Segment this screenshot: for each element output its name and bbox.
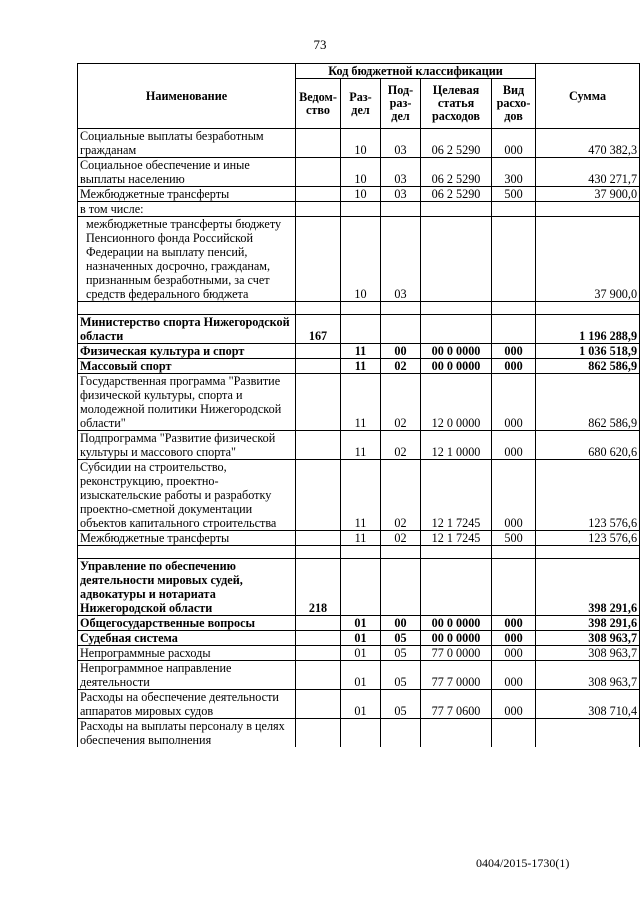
row-dept	[296, 646, 341, 661]
table-row	[78, 187, 640, 202]
row-dept	[296, 344, 341, 359]
row-dept	[296, 129, 341, 158]
row-dept	[296, 531, 341, 546]
row-target	[421, 302, 492, 315]
row-sum: 123 576,6	[536, 531, 640, 546]
row-kind: 000	[492, 661, 536, 690]
table-row	[78, 158, 640, 187]
row-sum: 308 963,7	[536, 661, 640, 690]
row-subsection	[381, 546, 421, 559]
row-name: Непрограммные расходы	[78, 646, 296, 661]
row-sum: 862 586,9	[536, 359, 640, 374]
row-subsection: 05	[381, 646, 421, 661]
table-row	[78, 374, 640, 431]
row-section: 01	[341, 661, 381, 690]
row-target: 77 7 0600	[421, 690, 492, 719]
row-target: 12 1 7245	[421, 460, 492, 531]
row-sum	[536, 546, 640, 559]
row-dept: 167	[296, 315, 341, 344]
row-sum	[536, 302, 640, 315]
row-name: Массовый спорт	[78, 359, 296, 374]
row-name: Судебная система	[78, 631, 296, 646]
row-sum: 123 576,6	[536, 460, 640, 531]
row-dept	[296, 431, 341, 460]
row-kind: 500	[492, 531, 536, 546]
row-name: Государственная программа "Развитие физической культуры, спорта и молодежной политики Нижегородской области"	[78, 374, 296, 431]
row-kind: 000	[492, 460, 536, 531]
row-section	[341, 719, 381, 748]
row-kind: 000	[492, 616, 536, 631]
row-name	[78, 302, 296, 315]
row-sum: 398 291,6	[536, 616, 640, 631]
budget-table	[77, 63, 640, 747]
row-target	[421, 217, 492, 302]
row-target: 00 0 0000	[421, 344, 492, 359]
row-dept	[296, 374, 341, 431]
row-dept	[296, 631, 341, 646]
row-dept	[296, 187, 341, 202]
row-dept	[296, 359, 341, 374]
row-kind	[492, 719, 536, 748]
row-kind	[492, 202, 536, 217]
row-subsection: 00	[381, 344, 421, 359]
row-subsection: 02	[381, 531, 421, 546]
row-target	[421, 202, 492, 217]
table-row	[78, 616, 640, 631]
header-target: Целевая статья расходов	[421, 79, 492, 129]
row-section: 10	[341, 158, 381, 187]
row-subsection: 00	[381, 616, 421, 631]
row-subsection: 03	[381, 158, 421, 187]
row-dept	[296, 661, 341, 690]
table-row	[78, 631, 640, 646]
row-name: Социальные выплаты безработным гражданам	[78, 129, 296, 158]
row-kind	[492, 302, 536, 315]
row-subsection: 03	[381, 129, 421, 158]
row-name: Физическая культура и спорт	[78, 344, 296, 359]
row-section: 11	[341, 460, 381, 531]
row-section: 10	[341, 217, 381, 302]
row-dept: 218	[296, 559, 341, 616]
row-target: 00 0 0000	[421, 359, 492, 374]
row-sum: 470 382,3	[536, 129, 640, 158]
row-target: 12 1 7245	[421, 531, 492, 546]
row-subsection: 03	[381, 187, 421, 202]
row-sum: 398 291,6	[536, 559, 640, 616]
table-row	[78, 431, 640, 460]
row-section: 11	[341, 431, 381, 460]
document-code: 0404/2015-1730(1)	[476, 856, 570, 870]
row-target	[421, 315, 492, 344]
row-target: 00 0 0000	[421, 616, 492, 631]
row-section: 01	[341, 646, 381, 661]
row-name: Министерство спорта Нижегородской области	[78, 315, 296, 344]
row-subsection: 02	[381, 374, 421, 431]
table-row	[78, 359, 640, 374]
table-row	[78, 129, 640, 158]
spacer-row	[78, 302, 640, 315]
row-kind	[492, 217, 536, 302]
table-row	[78, 690, 640, 719]
row-name: Межбюджетные трансферты	[78, 187, 296, 202]
row-subsection: 05	[381, 690, 421, 719]
row-dept	[296, 302, 341, 315]
table-row	[78, 315, 640, 344]
row-name	[78, 546, 296, 559]
row-kind	[492, 559, 536, 616]
row-name: межбюджетные трансферты бюджету Пенсионного фонда Российской Федерации на выплату пенсий, назначенных досрочно, гражданам, признанным безработными, за счет средств федерального бюджета	[78, 217, 296, 302]
row-target: 00 0 0000	[421, 631, 492, 646]
table-row	[78, 344, 640, 359]
table-row	[78, 719, 640, 748]
row-sum: 37 900,0	[536, 217, 640, 302]
row-kind: 000	[492, 359, 536, 374]
row-sum: 308 963,7	[536, 631, 640, 646]
row-kind: 000	[492, 374, 536, 431]
row-kind	[492, 315, 536, 344]
row-name: Расходы на выплаты персоналу в целях обеспечения выполнения	[78, 719, 296, 748]
row-dept	[296, 719, 341, 748]
row-target: 12 1 0000	[421, 431, 492, 460]
row-name: Межбюджетные трансферты	[78, 531, 296, 546]
row-section: 11	[341, 344, 381, 359]
row-sum: 1 196 288,9	[536, 315, 640, 344]
row-section	[341, 202, 381, 217]
row-subsection	[381, 719, 421, 748]
row-name: Непрограммное направление деятельности	[78, 661, 296, 690]
header-kind: Вид расхо-дов	[492, 79, 536, 129]
row-kind	[492, 546, 536, 559]
row-kind: 000	[492, 690, 536, 719]
row-target: 77 7 0000	[421, 661, 492, 690]
table-row	[78, 460, 640, 531]
row-sum: 430 271,7	[536, 158, 640, 187]
row-sum	[536, 719, 640, 748]
row-dept	[296, 690, 341, 719]
header-name: Наименование	[78, 64, 296, 129]
row-sum: 37 900,0	[536, 187, 640, 202]
row-name: в том числе:	[78, 202, 296, 217]
row-section: 10	[341, 129, 381, 158]
row-dept	[296, 616, 341, 631]
row-subsection	[381, 202, 421, 217]
row-target	[421, 559, 492, 616]
row-dept	[296, 202, 341, 217]
header-sum: Сумма	[536, 64, 640, 129]
row-kind: 000	[492, 631, 536, 646]
row-dept	[296, 217, 341, 302]
header-classification: Код бюджетной классификации	[296, 64, 536, 79]
row-name: Социальное обеспечение и иные выплаты населению	[78, 158, 296, 187]
row-sum: 308 710,4	[536, 690, 640, 719]
row-section: 11	[341, 359, 381, 374]
page-number: 73	[313, 37, 327, 52]
header-dept: Ведом-ство	[296, 79, 341, 129]
row-section: 11	[341, 531, 381, 546]
row-subsection: 02	[381, 359, 421, 374]
row-name: Подпрограмма "Развитие физической культуры и массового спорта"	[78, 431, 296, 460]
header-section: Раз-дел	[341, 79, 381, 129]
row-section: 01	[341, 690, 381, 719]
row-subsection	[381, 315, 421, 344]
row-kind: 000	[492, 129, 536, 158]
table-row	[78, 661, 640, 690]
row-name: Расходы на обеспечение деятельности аппаратов мировых судов	[78, 690, 296, 719]
row-target: 77 0 0000	[421, 646, 492, 661]
row-section	[341, 315, 381, 344]
row-subsection: 05	[381, 631, 421, 646]
row-section	[341, 559, 381, 616]
row-sum: 862 586,9	[536, 374, 640, 431]
row-kind: 300	[492, 158, 536, 187]
row-subsection	[381, 559, 421, 616]
row-subsection: 03	[381, 217, 421, 302]
row-sum: 308 963,7	[536, 646, 640, 661]
row-target	[421, 546, 492, 559]
row-kind: 000	[492, 646, 536, 661]
row-section	[341, 302, 381, 315]
row-subsection: 02	[381, 460, 421, 531]
row-dept	[296, 158, 341, 187]
row-kind: 000	[492, 344, 536, 359]
row-name: Общегосударственные вопросы	[78, 616, 296, 631]
row-subsection: 02	[381, 431, 421, 460]
row-target	[421, 719, 492, 748]
row-section: 10	[341, 187, 381, 202]
row-subsection	[381, 302, 421, 315]
row-dept	[296, 460, 341, 531]
row-target: 12 0 0000	[421, 374, 492, 431]
row-subsection: 05	[381, 661, 421, 690]
spacer-row	[78, 546, 640, 559]
row-dept	[296, 546, 341, 559]
row-kind: 500	[492, 187, 536, 202]
table-row	[78, 202, 640, 217]
row-kind: 000	[492, 431, 536, 460]
table-body	[78, 129, 640, 748]
row-section	[341, 546, 381, 559]
row-target: 06 2 5290	[421, 158, 492, 187]
row-name: Субсидии на строительство, реконструкцию, проектно-изыскательские работы и разработку проектно-сметной документации объектов капитального строительства	[78, 460, 296, 531]
row-name: Управление по обеспечению деятельности мировых судей, адвокатуры и нотариата Нижегородской области	[78, 559, 296, 616]
table-row	[78, 559, 640, 616]
table-row	[78, 646, 640, 661]
row-sum: 1 036 518,9	[536, 344, 640, 359]
row-sum: 680 620,6	[536, 431, 640, 460]
header-subsection: Под-раз-дел	[381, 79, 421, 129]
row-section: 01	[341, 631, 381, 646]
row-sum	[536, 202, 640, 217]
row-section: 01	[341, 616, 381, 631]
row-section: 11	[341, 374, 381, 431]
row-target: 06 2 5290	[421, 187, 492, 202]
row-target: 06 2 5290	[421, 129, 492, 158]
table-row	[78, 217, 640, 302]
table-row	[78, 531, 640, 546]
